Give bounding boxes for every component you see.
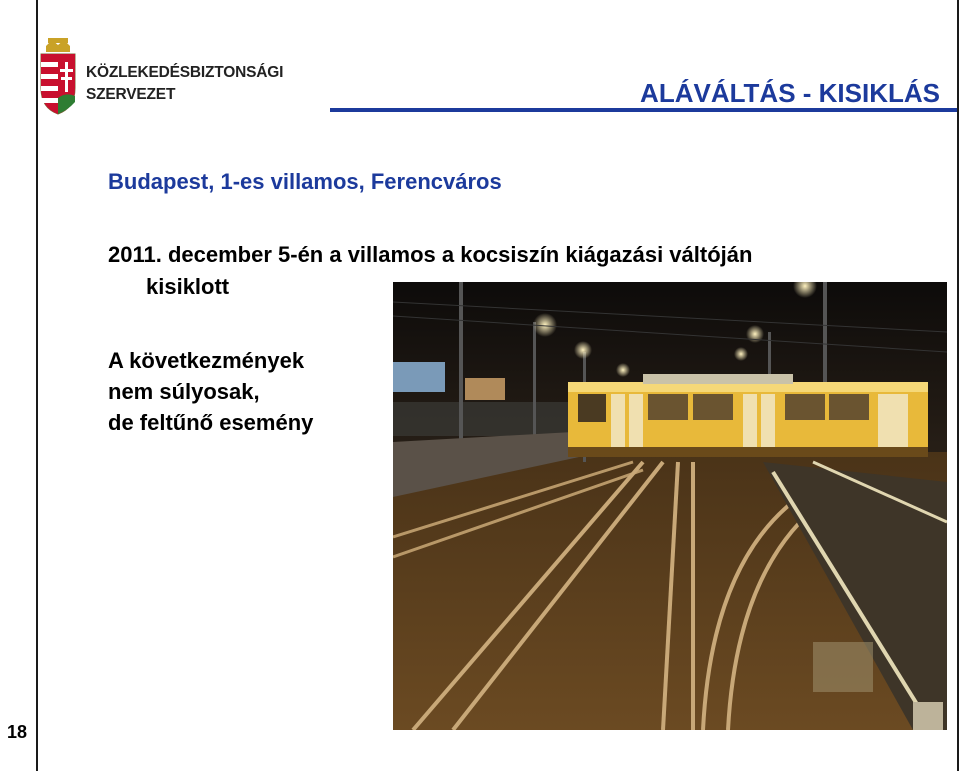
body-text-line3: A következmények [108, 348, 305, 373]
title-underline [330, 108, 957, 112]
subtitle: Budapest, 1-es villamos, Ferencváros [108, 169, 502, 194]
body-text-line1: 2011. december 5-én a villamos a kocsiszín kiágazási váltóján [108, 242, 753, 267]
logo-text-line2: SZERVEZET [86, 86, 176, 103]
hungarian-coat-of-arms-icon [38, 36, 78, 118]
body-text-line4: nem súlyosak, [108, 379, 260, 404]
body-text-line5: de feltűnő esemény [108, 410, 314, 435]
derailed-tram-photo-illustration [393, 282, 947, 730]
right-border-line [957, 0, 959, 771]
page-number: 18 [6, 722, 28, 742]
derailed-tram-photo [393, 282, 947, 730]
page-title: ALÁVÁLTÁS - KISIKLÁS [640, 78, 940, 108]
logo [38, 36, 284, 118]
logo-text-line1: KÖZLEKEDÉSBIZTONSÁGI [86, 64, 284, 81]
body-text-line2: kisiklott [146, 274, 230, 299]
